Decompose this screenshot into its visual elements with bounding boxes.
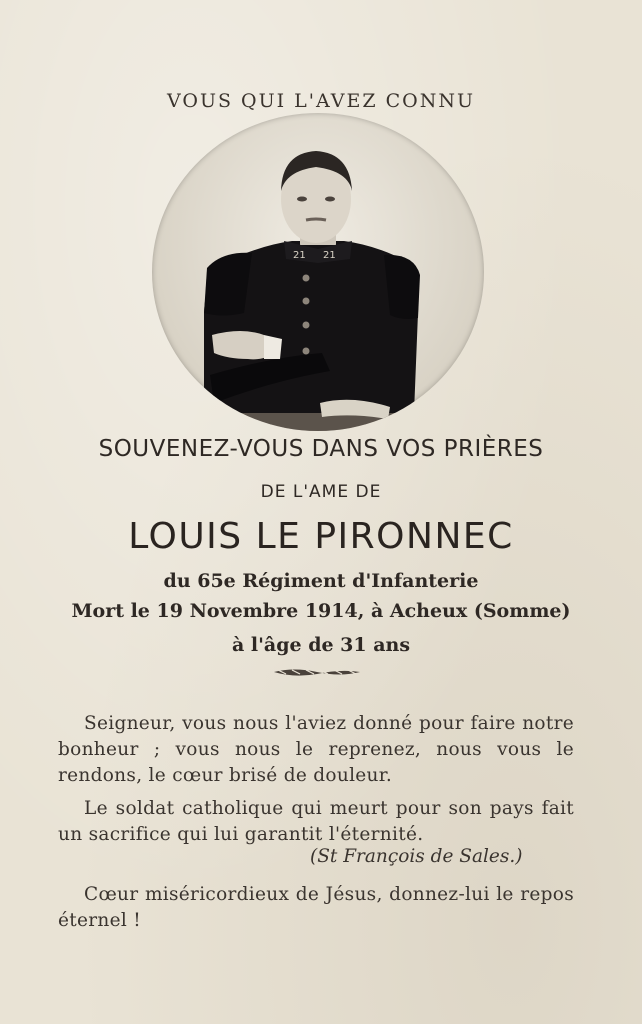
prayer-paragraph-1-text: Seigneur, vous nous l'aviez donné pour faire notre bonheur ; vous nous le reprenez, nous vous le rendons, le cœur brisé de douleur.: [58, 713, 574, 786]
portrait-medallion: [152, 113, 484, 431]
prayer-paragraph-2: [58, 796, 574, 848]
deceased-name: LOUIS LE PIRONNEC: [128, 516, 514, 557]
cuff: [264, 335, 282, 359]
soldier-portrait: [152, 113, 484, 431]
ornament-divider: [272, 666, 362, 678]
right-eye: [325, 197, 335, 202]
soul-of-line: DE L'AME DE: [260, 482, 382, 502]
button-2: [303, 298, 310, 305]
left-eye: [297, 197, 307, 202]
death-line: Mort le 19 Novembre 1914, à Acheux (Somme): [71, 600, 571, 622]
left-epaulette: [204, 253, 252, 316]
age-line: à l'âge de 31 ans: [231, 634, 411, 656]
header-text: VOUS QUI L'AVEZ CONNU: [167, 90, 475, 112]
button-4: [303, 348, 310, 355]
remember-prayers-line: SOUVENEZ-VOUS DANS VOS PRIÈRES: [98, 436, 544, 462]
prayer-paragraph-2-text: Le soldat catholique qui meurt pour son pays fait un sacrifice qui lui garantit l'éternité.: [58, 798, 574, 845]
prayer-paragraph-1: [58, 711, 574, 789]
moustache: [306, 219, 326, 220]
button-3: [303, 322, 310, 329]
collar-number-right: 21: [323, 250, 336, 261]
regiment-line: du 65e Régiment d'Infanterie: [163, 570, 479, 592]
button-1: [303, 275, 310, 282]
collar-number-left: 21: [293, 250, 306, 261]
prayer-paragraph-3-text: Cœur miséricordieux de Jésus, donnez-lui le repos éternel !: [58, 884, 574, 931]
prayer-paragraph-3: [58, 882, 574, 934]
quote-attribution: (St François de Sales.): [310, 846, 523, 867]
